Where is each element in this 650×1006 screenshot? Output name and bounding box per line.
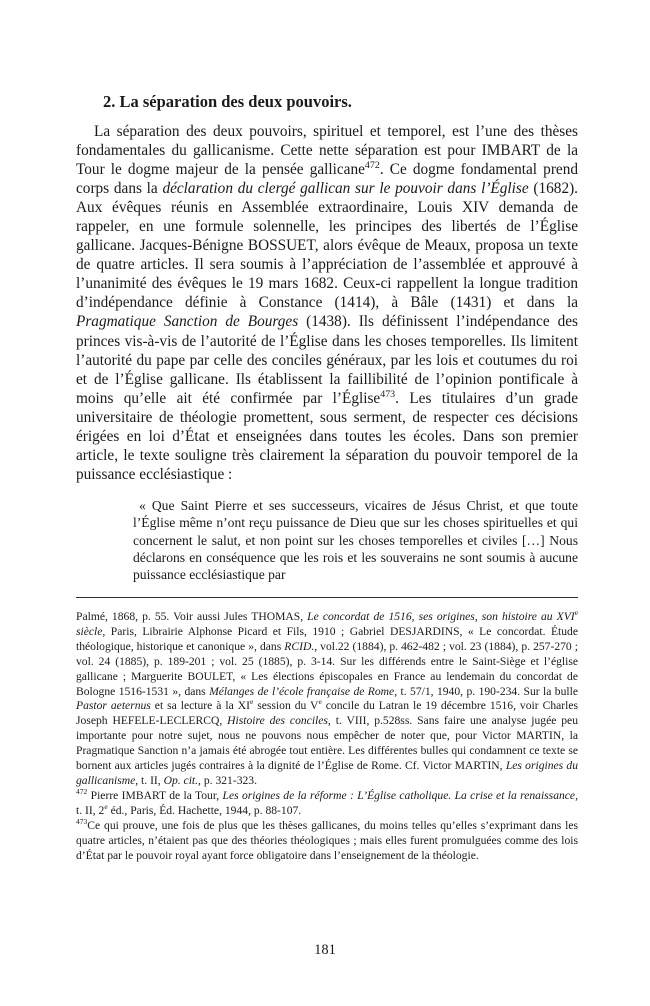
body-text-4: (1438). Ils définissent l’indépendance des princes vis-à-vis de l’autorité de l’Église dans les choses temporelles. Ils limitent l’autorité du pape par celle des conciles généraux, par les lois et coutumes du roi et de l’Église gallicane. Ils établissent la faillibilité de l’opinion pontificale à moins qu’elle ait été confirmée par l’Église <box>76 313 578 407</box>
footnote-continuation <box>76 610 578 789</box>
fn-472-sup: e <box>104 801 108 811</box>
body-text-2: . Ce dogme fondamental prend corps dans la <box>76 161 578 198</box>
footnote-ref-472[interactable]: 472 <box>364 160 380 171</box>
fn-cont-italic: Le concordat de 1516, ses origines, son histoire au XVI <box>307 610 575 623</box>
fn-cont-text: , t. II, <box>135 773 164 787</box>
fn-cont-italic: Mélanges de l’école française de Rome, <box>209 684 398 698</box>
fn-472-text: éd., Paris, Éd. Hachette, 1944, p. 88-107. <box>107 803 302 817</box>
fn-473-text: Ce qui prouve, une fois de plus que les thèses gallicanes, du moins telles qu’elles s’exprimant dans les quatre articles, n’étaient pas que des théories théologiques ; mais elles furent promulguées comme des lois d’État par le pouvoir royal ayant force obligatoire dans l’enseignement de la théologie. <box>76 818 578 862</box>
body-text-5: . Les titulaires d’un grade universitaire de théologie promettent, sous serment, de respecter ces décisions érigées en loi d’État et enseignées dans toutes les écoles. Dans son premier article, le texte souligne très clairement la séparation du pouvoir temporel de la puissance ecclésiastique : <box>76 389 579 483</box>
fn-cont-text: Palmé, 1868, p. 55. Voir aussi Jules THOMAS, <box>76 610 308 623</box>
footnote-473 <box>76 816 578 864</box>
fn-cont-italic: Les origines du gallicanisme <box>76 759 579 787</box>
fn-cont-text: t. 57/1, 1940, p. 190-234. Sur la bulle <box>397 684 578 698</box>
fn-cont-italic: siècle, <box>76 624 106 638</box>
block-quote: « Que Saint Pierre et ses successeurs, vicaires de Jésus Christ, et que toute l’Église même n’ont reçu puissance de Dieu que sur les choses spirituelles et qui concernent le salut, et non point sur les choses temporelles et civiles […] Nous déclarons en conséquence que les rois et les souverains ne sont soumis à aucune puissance ecclésiastique par <box>133 498 578 583</box>
body-italic-pragmatique: Pragmatique Sanction de Bourges <box>76 313 299 331</box>
fn-cont-sup: e <box>318 697 322 707</box>
fn-cont-italic: Op. cit., <box>163 773 201 787</box>
fn-472-italic: Les origines de la réforme : L’Église catholique. La crise et la renaissance, <box>222 788 578 802</box>
fn-cont-italic: Pastor aeternus <box>76 699 151 713</box>
footnote-divider <box>76 597 578 598</box>
footnote-number: 473 <box>76 816 88 826</box>
fn-cont-text: Paris, Librairie Alphonse Picard et Fils, 1910 ; Gabriel DESJARDINS, « Le concordat. Étude théologique, historique et canonique », dans <box>76 624 578 653</box>
footnote-ref-473[interactable]: 473 <box>380 388 396 400</box>
fn-cont-sup: e <box>249 697 254 707</box>
page-number: 181 <box>314 942 336 958</box>
fn-cont-text: , t. VIII, p.528ss. Sans faire une analyse jugée peu importante pour notre sujet, nous ne pouvons nous empêcher de noter que, pour Victor MARTIN, la Pragmatique Sanction n’a jamais été abrogée tout entière. Les différentes bulles qui condamnent ce texte se bornent aux articles jugés contraires à la dignité de l’Église de Rome. Cf. Victor MARTIN, <box>76 714 579 773</box>
body-text-1: La séparation des deux pouvoirs, spirituel et temporel, est l’une des thèses fondamentales du gallicanisme. Cette nette séparation est pour IMBART de la Tour le dogme majeur de la pensée gallicane <box>76 123 578 179</box>
fn-472-text: t. II, 2 <box>76 803 105 817</box>
fn-cont-text: et sa lecture à la XI <box>150 699 250 713</box>
footnotes <box>76 610 578 863</box>
fn-cont-sup: e <box>574 608 579 618</box>
body-paragraph <box>76 122 578 484</box>
fn-cont-text: vol.22 (1884), p. 462-482 ; vol. 23 (1884), p. 257-270 ; vol. 24 (1885), p. 189-201 ; vol. 25 (1885), p. 3-14. Sur les différends entre le Saint-Siège et l’église gallicane ; Marguerite BOULET, « Les élections épiscopales en France au lendemain du concordat de Bologne 1516-1531 », dans <box>76 639 579 698</box>
fn-472-text: Pierre IMBART de la Tour, <box>87 788 223 802</box>
fn-cont-text: p. 321-323. <box>200 773 257 787</box>
section-heading: 2. La séparation des deux pouvoirs. <box>103 92 352 111</box>
fn-cont-italic: Histoire des conciles <box>227 714 328 728</box>
footnote-472 <box>76 789 578 819</box>
footnote-number: 472 <box>76 787 88 797</box>
body-text-3: (1682). Aux évêques réunis en Assemblée extraordinaire, Louis XIV demanda de rappeler, en une formule solennelle, les principes des libertés de l’Église gallicane. Jacques-Bénigne BOSSUET, alors évêque de Meaux, proposa un texte de quatre articles. Il sera soumis à l’appréciation de l’assemblée et approuvé à l’unanimité des évêques le 19 mars 1682. Ceux-ci rappellent la longue tradition d’indépendance définie à Constance (1414), à Bâle (1431) et dans la <box>76 180 579 312</box>
fn-cont-text: concile du Latran le 19 décembre 1516, voir Charles Joseph HEFELE-LECLERCQ, <box>76 699 578 728</box>
body-italic-declaration: déclaration du clergé gallican sur le pouvoir dans l’Église <box>162 180 529 198</box>
fn-cont-italic: RCID., <box>284 639 318 653</box>
fn-cont-text: session du V <box>253 699 319 713</box>
